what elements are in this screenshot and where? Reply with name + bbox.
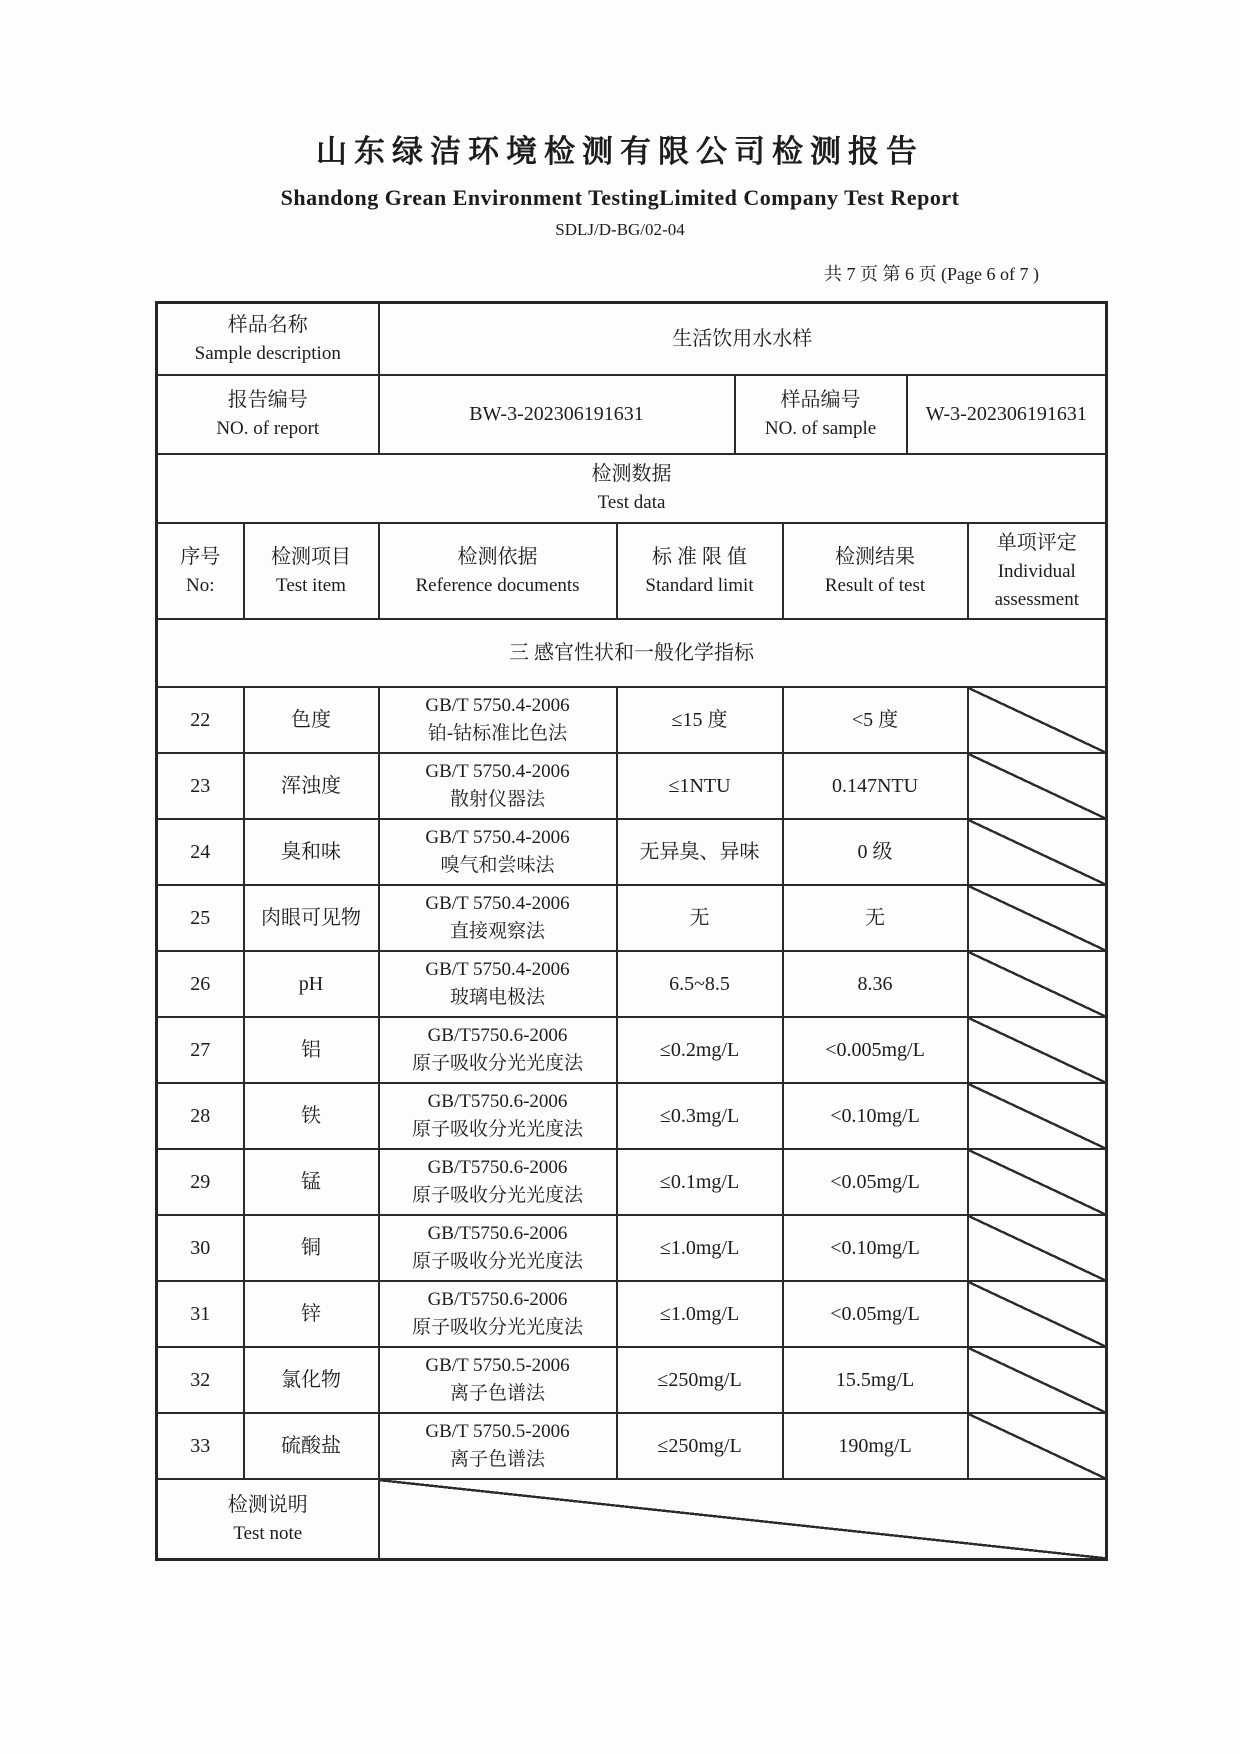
test-note-empty-cell xyxy=(379,1479,1107,1560)
assessment-slash-cell xyxy=(968,1215,1107,1281)
reference-standard: GB/T 5750.4-2006 xyxy=(425,827,570,849)
table-row xyxy=(157,1347,1107,1413)
standard-limit-cell: ≤250mg/L xyxy=(617,1347,783,1413)
col-reference-en: Reference documents xyxy=(415,574,580,596)
assessment-slash-cell xyxy=(968,819,1107,885)
reference-cell xyxy=(379,1083,617,1149)
reference-cell xyxy=(379,1017,617,1083)
reference-method: 直接观察法 xyxy=(450,921,546,942)
reference-standard: GB/T 5750.4-2006 xyxy=(425,959,570,981)
test-result-cell: <0.005mg/L xyxy=(783,1017,968,1083)
col-limit-en: Standard limit xyxy=(645,574,754,596)
reference-cell xyxy=(379,819,617,885)
col-result-en: Result of test xyxy=(824,574,926,596)
section-title: 三 感官性状和一般化学指标 xyxy=(157,619,1107,687)
standard-limit-cell: ≤250mg/L xyxy=(617,1413,783,1479)
row-number-cell: 28 xyxy=(157,1083,244,1149)
standard-limit-cell: 无异臭、异味 xyxy=(617,819,783,885)
note-section xyxy=(157,1479,1107,1560)
test-data-banner-cn: 检测数据 xyxy=(591,463,672,486)
standard-limit-cell: ≤15 度 xyxy=(617,687,783,753)
report-title-cn: 山东绿洁环境检测有限公司检测报告 xyxy=(316,134,924,169)
column-header-limit xyxy=(617,523,783,619)
table-row xyxy=(157,885,1107,951)
col-assessment-en2: assessment xyxy=(994,588,1079,610)
reference-cell xyxy=(379,687,617,753)
row-number-cell: 23 xyxy=(157,753,244,819)
test-item-cell: 臭和味 xyxy=(244,819,379,885)
sample-number-value: W-3-202306191631 xyxy=(907,375,1107,454)
reference-cell xyxy=(379,1413,617,1479)
assessment-slash-cell xyxy=(968,753,1107,819)
assessment-slash-cell xyxy=(968,687,1107,753)
sample-number-label-en: NO. of sample xyxy=(764,418,877,440)
standard-limit-cell: ≤1.0mg/L xyxy=(617,1281,783,1347)
standard-limit-cell: 6.5~8.5 xyxy=(617,951,783,1017)
assessment-slash-cell xyxy=(968,1149,1107,1215)
test-note-label xyxy=(157,1479,379,1560)
section-row xyxy=(157,619,1107,687)
reference-cell xyxy=(379,1215,617,1281)
test-result-cell: 0 级 xyxy=(783,819,968,885)
test-data-banner-row xyxy=(157,454,1107,523)
assessment-slash-cell xyxy=(968,1347,1107,1413)
table-row xyxy=(157,687,1107,753)
reference-cell xyxy=(379,753,617,819)
col-no-en: No: xyxy=(186,574,215,596)
doc-code: SDLJ/D-BG/02-04 xyxy=(555,220,685,239)
reference-standard: GB/T 5750.5-2006 xyxy=(425,1355,570,1377)
test-item-cell: 铝 xyxy=(244,1017,379,1083)
column-header-item xyxy=(244,523,379,619)
test-report-table xyxy=(155,301,1108,1561)
page-indicator: 共 7 页 第 6 页 (Page 6 of 7 ) xyxy=(824,264,1039,284)
report-number-label xyxy=(157,375,379,454)
standard-limit-cell: ≤0.3mg/L xyxy=(617,1083,783,1149)
row-number-cell: 33 xyxy=(157,1413,244,1479)
table-row xyxy=(157,1281,1107,1347)
column-header-assessment xyxy=(968,523,1107,619)
test-note-label-en: Test note xyxy=(233,1522,303,1544)
reference-method: 原子吸收分光光度法 xyxy=(412,1053,584,1074)
sample-description-label-en: Sample description xyxy=(194,342,341,364)
col-reference-cn: 检测依据 xyxy=(457,545,538,568)
row-number-cell: 32 xyxy=(157,1347,244,1413)
row-number-cell: 31 xyxy=(157,1281,244,1347)
col-limit-cn: 标 准 限 值 xyxy=(652,545,748,568)
sample-description-label-cn: 样品名称 xyxy=(227,313,308,336)
report-number-label-cn: 报告编号 xyxy=(227,389,308,412)
reference-standard: GB/T5750.6-2006 xyxy=(427,1289,568,1311)
col-item-cn: 检测项目 xyxy=(271,545,351,568)
reference-method: 玻璃电极法 xyxy=(450,987,546,1008)
column-header-result xyxy=(783,523,968,619)
test-result-cell: 无 xyxy=(783,885,968,951)
reference-method: 原子吸收分光光度法 xyxy=(412,1185,584,1206)
reference-cell xyxy=(379,885,617,951)
assessment-slash-cell xyxy=(968,1281,1107,1347)
content-area xyxy=(155,260,1105,286)
reference-cell xyxy=(379,1281,617,1347)
test-item-cell: 锰 xyxy=(244,1149,379,1215)
assessment-slash-cell xyxy=(968,1017,1107,1083)
reference-standard: GB/T5750.6-2006 xyxy=(427,1223,568,1245)
test-result-cell: <0.10mg/L xyxy=(783,1215,968,1281)
standard-limit-cell: ≤0.2mg/L xyxy=(617,1017,783,1083)
test-result-cell: 8.36 xyxy=(783,951,968,1017)
column-header-row xyxy=(157,523,1107,619)
reference-method: 原子吸收分光光度法 xyxy=(412,1119,584,1140)
sample-number-label xyxy=(735,375,907,454)
reference-method: 原子吸收分光光度法 xyxy=(412,1317,584,1338)
col-item-en: Test item xyxy=(276,574,346,596)
test-item-cell: 浑浊度 xyxy=(244,753,379,819)
reference-standard: GB/T 5750.4-2006 xyxy=(425,761,570,783)
reference-method: 原子吸收分光光度法 xyxy=(412,1251,584,1272)
reference-standard: GB/T 5750.5-2006 xyxy=(425,1421,570,1443)
test-item-cell: 铜 xyxy=(244,1215,379,1281)
test-item-cell: 氯化物 xyxy=(244,1347,379,1413)
reference-method: 嗅气和尝味法 xyxy=(440,855,555,876)
test-note-label-cn: 检测说明 xyxy=(227,1493,308,1516)
standard-limit-cell: 无 xyxy=(617,885,783,951)
table-row xyxy=(157,1017,1107,1083)
standard-limit-cell: ≤1.0mg/L xyxy=(617,1215,783,1281)
test-item-cell: 铁 xyxy=(244,1083,379,1149)
test-item-cell: 肉眼可见物 xyxy=(244,885,379,951)
table-row xyxy=(157,819,1107,885)
assessment-slash-cell xyxy=(968,1413,1107,1479)
sample-description-row xyxy=(157,303,1107,376)
col-assessment-cn: 单项评定 xyxy=(996,531,1077,554)
standard-limit-cell: ≤1NTU xyxy=(617,753,783,819)
column-header-reference xyxy=(379,523,617,619)
table-row xyxy=(157,1149,1107,1215)
test-item-cell: 锌 xyxy=(244,1281,379,1347)
row-number-cell: 24 xyxy=(157,819,244,885)
test-result-cell: <0.10mg/L xyxy=(783,1083,968,1149)
assessment-slash-cell xyxy=(968,951,1107,1017)
table-row xyxy=(157,951,1107,1017)
test-item-cell: pH xyxy=(244,951,379,1017)
table-row xyxy=(157,1215,1107,1281)
sample-description-value: 生活饮用水水样 xyxy=(379,303,1107,376)
table-row xyxy=(157,1413,1107,1479)
reference-method: 散射仪器法 xyxy=(450,789,546,810)
test-item-cell: 色度 xyxy=(244,687,379,753)
assessment-slash-cell xyxy=(968,885,1107,951)
test-result-cell: <0.05mg/L xyxy=(783,1281,968,1347)
reference-method: 离子色谱法 xyxy=(450,1383,546,1404)
report-number-row xyxy=(157,375,1107,454)
reference-method: 铂-钴标准比色法 xyxy=(427,723,568,744)
standard-limit-cell: ≤0.1mg/L xyxy=(617,1149,783,1215)
test-result-cell: <5 度 xyxy=(783,687,968,753)
reference-method: 离子色谱法 xyxy=(450,1449,546,1470)
report-title-en: Shandong Grean Environment TestingLimited Company Test Report xyxy=(280,185,960,210)
column-header-no xyxy=(157,523,244,619)
test-result-cell: 190mg/L xyxy=(783,1413,968,1479)
reference-standard: GB/T 5750.4-2006 xyxy=(425,893,570,915)
row-number-cell: 22 xyxy=(157,687,244,753)
reference-cell xyxy=(379,1347,617,1413)
sample-description-label xyxy=(157,303,379,376)
test-result-cell: 0.147NTU xyxy=(783,753,968,819)
test-item-cell: 硫酸盐 xyxy=(244,1413,379,1479)
test-data-banner xyxy=(157,454,1107,523)
reference-standard: GB/T5750.6-2006 xyxy=(427,1091,568,1113)
col-result-cn: 检测结果 xyxy=(835,545,916,568)
reference-cell xyxy=(379,951,617,1017)
row-number-cell: 25 xyxy=(157,885,244,951)
test-data-banner-en: Test data xyxy=(597,492,666,514)
reference-standard: GB/T5750.6-2006 xyxy=(427,1157,568,1179)
document-header xyxy=(0,0,1240,240)
info-section xyxy=(157,303,1107,688)
reference-standard: GB/T 5750.4-2006 xyxy=(425,695,570,717)
reference-standard: GB/T5750.6-2006 xyxy=(427,1025,568,1047)
test-results-body xyxy=(157,687,1107,1479)
table-row xyxy=(157,1083,1107,1149)
assessment-slash-cell xyxy=(968,1083,1107,1149)
test-result-cell: 15.5mg/L xyxy=(783,1347,968,1413)
reference-cell xyxy=(379,1149,617,1215)
row-number-cell: 30 xyxy=(157,1215,244,1281)
row-number-cell: 29 xyxy=(157,1149,244,1215)
row-number-cell: 26 xyxy=(157,951,244,1017)
test-note-row xyxy=(157,1479,1107,1560)
table-row xyxy=(157,753,1107,819)
report-number-label-en: NO. of report xyxy=(216,418,320,440)
test-result-cell: <0.05mg/L xyxy=(783,1149,968,1215)
report-number-value: BW-3-202306191631 xyxy=(379,375,735,454)
col-no-cn: 序号 xyxy=(180,545,221,568)
col-assessment-en1: Individual xyxy=(997,560,1076,582)
row-number-cell: 27 xyxy=(157,1017,244,1083)
sample-number-label-cn: 样品编号 xyxy=(780,389,861,412)
